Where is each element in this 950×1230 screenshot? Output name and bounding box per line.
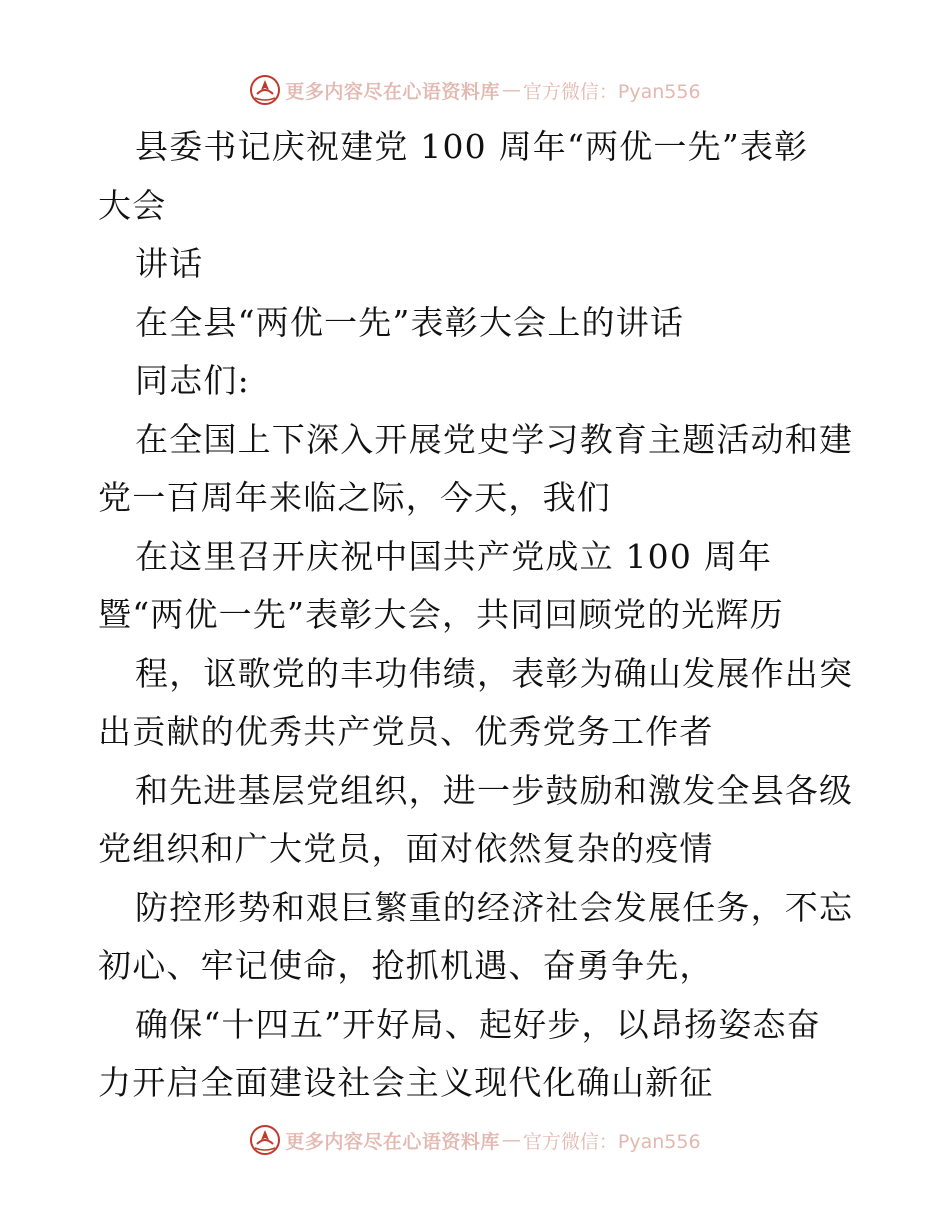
watermark-separator: — [501,79,521,101]
watermark-text: 更多内容尽在心语资料库 [285,80,500,103]
watermark-footer [0,1120,950,1160]
title-line-1: 县委书记庆祝建党 100 周年“两优一先”表彰 [135,127,809,166]
paragraph-line: 在这里召开庆祝中国共产党成立 100 周年 [135,536,773,576]
book-pen-logo-icon [249,1124,281,1156]
paragraph-line: 出贡献的优秀共产党员、优秀党务工作者 [98,712,714,751]
paragraph-line: 党一百周年来临之际，今天，我们 [98,478,611,517]
watermark-wechat: 官方微信：Pyan556 [522,1130,701,1153]
paragraph-line: 初心、牢记使命，抢抓机遇、奋勇争先， [98,946,714,985]
paragraph-line: 防控形势和艰巨繁重的经济社会发展任务，不忘 [135,887,854,927]
paragraph-line: 和先进基层党组织，进一步鼓励和激发全县各级 [135,770,854,810]
watermark-header [0,70,950,110]
paragraph-line: 在全国上下深入开展党史学习教育主题活动和建 [135,419,854,459]
paragraph-line: 力开启全面建设社会主义现代化确山新征 [98,1063,714,1102]
title-line-2: 大会 [98,185,167,225]
paragraph-line: 党组织和广大党员，面对依然复杂的疫情 [98,829,714,868]
watermark-wechat: 官方微信：Pyan556 [522,80,701,103]
document-body [98,118,868,1113]
paragraph-line: 暨“两优一先”表彰大会，共同回顾党的光辉历 [98,595,784,634]
paragraph-line: 程，讴歌党的丰功伟绩，表彰为确山发展作出突 [135,653,854,693]
paragraph-line: 确保“十四五”开好局、起好步，以昂扬姿态奋 [135,1004,821,1044]
watermark-text: 更多内容尽在心语资料库 [285,1130,500,1153]
subtitle-speech: 讲话 [135,244,204,283]
salutation: 同志们: [135,361,250,400]
speech-title: 在全县“两优一先”表彰大会上的讲话 [135,302,685,342]
watermark-separator: — [501,1129,521,1151]
book-pen-logo-icon [249,74,281,106]
